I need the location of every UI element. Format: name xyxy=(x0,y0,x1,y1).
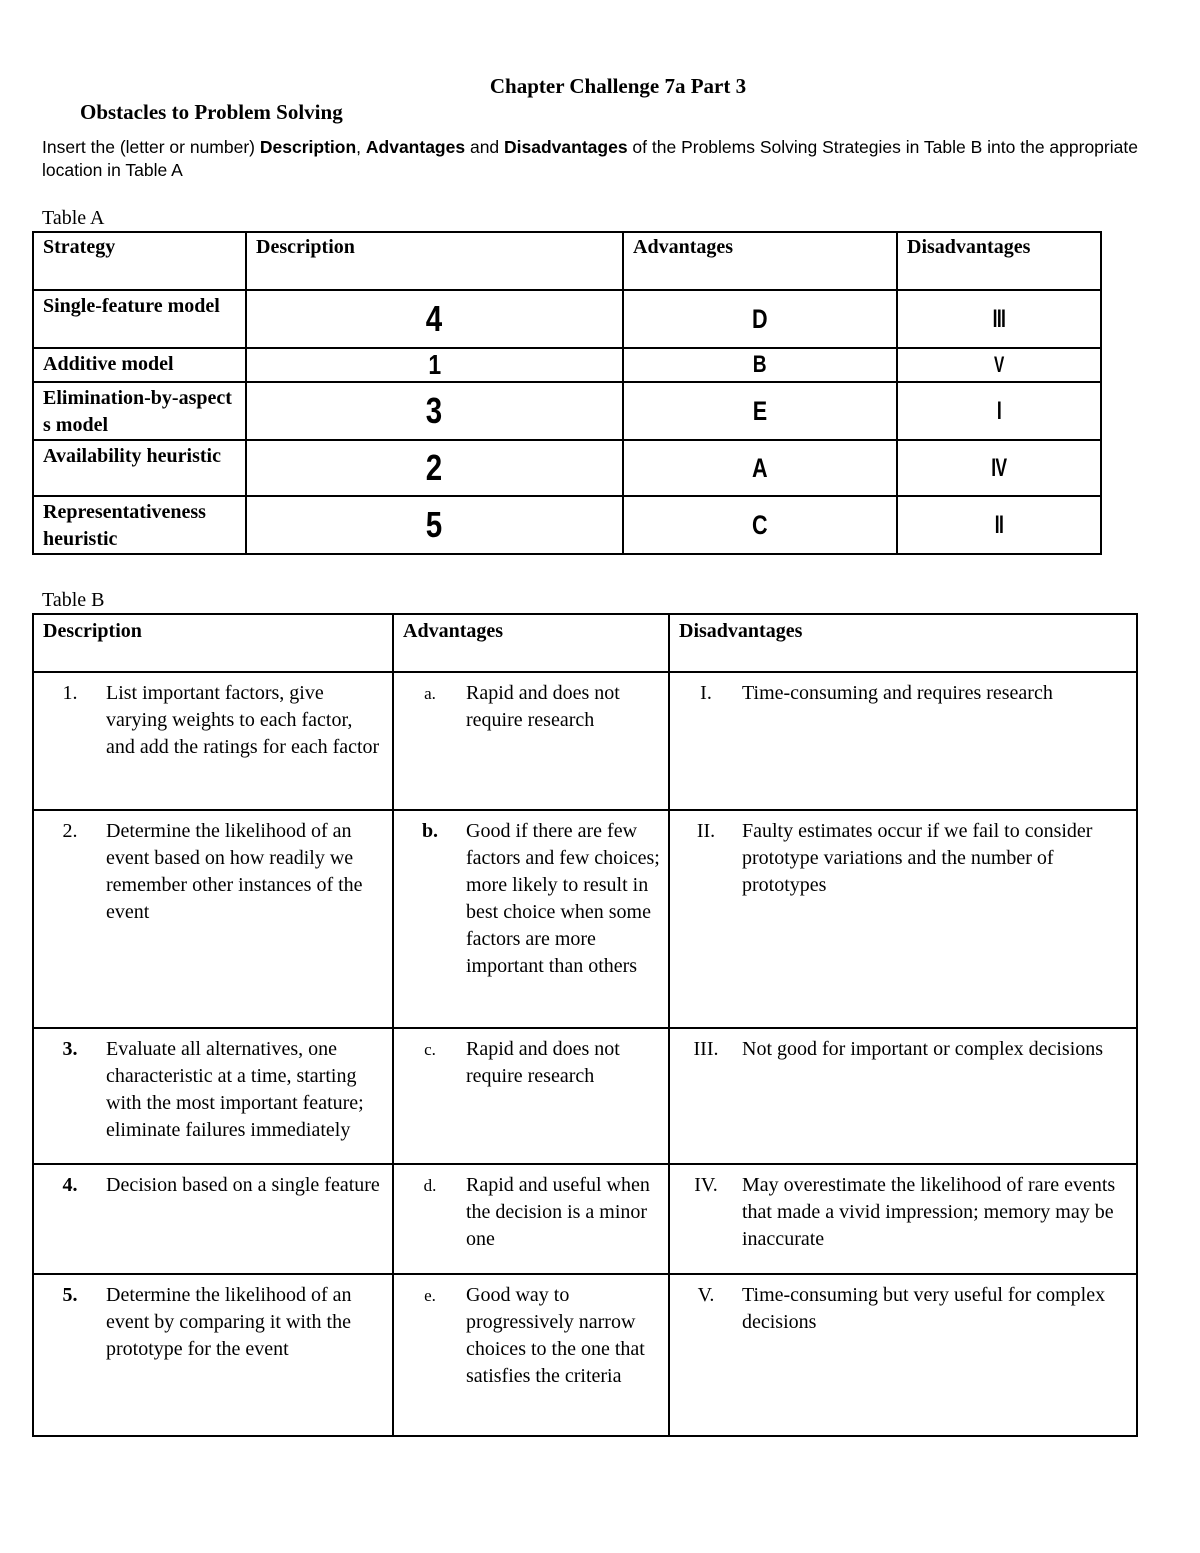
disadvantage-text: Time-consuming but very useful for complex decisions xyxy=(742,1284,1106,1333)
instructions-text: of the Problems Solving Strategies in Table B into the appropriate location in Table A xyxy=(42,137,1138,180)
table-b-caption: Table B xyxy=(42,589,105,611)
table-row xyxy=(33,440,1101,496)
advantage-text: Good if there are few factors and few choices; more likely to result in best choice when some factors are more important than others xyxy=(466,820,660,977)
handwritten-answer: A xyxy=(752,452,768,483)
description-cell xyxy=(33,1028,393,1164)
disadvantage-numeral: I. xyxy=(700,682,712,704)
disadvantage-numeral: II. xyxy=(696,820,716,842)
advantage-letter: a. xyxy=(424,684,436,703)
description-answer-cell xyxy=(246,348,623,382)
strategy-cell: Representativeness heuristic xyxy=(33,496,246,554)
instructions-keyword-disadvantages: Disadvantages xyxy=(504,137,628,157)
instructions-text: , xyxy=(356,137,366,157)
handwritten-answer: II xyxy=(994,510,1004,539)
table-row xyxy=(33,382,1101,440)
advantage-text: Rapid and does not require research xyxy=(466,1038,620,1087)
description-answer-cell xyxy=(246,440,623,496)
description-number: 5. xyxy=(62,1284,78,1306)
advantages-answer-cell xyxy=(623,348,897,382)
description-answer-cell xyxy=(246,382,623,440)
advantages-cell xyxy=(393,672,669,810)
disadvantages-cell xyxy=(669,1028,1137,1164)
table-b-header-disadvantages: Disadvantages xyxy=(669,614,1137,672)
advantage-text: Rapid and does not require research xyxy=(466,682,620,731)
advantages-answer-cell xyxy=(623,382,897,440)
advantage-letter: c. xyxy=(424,1040,436,1059)
handwritten-answer: III xyxy=(992,304,1006,333)
strategy-cell: Availability heuristic xyxy=(33,440,246,496)
disadvantage-numeral: IV. xyxy=(694,1174,718,1196)
disadvantage-numeral: III. xyxy=(693,1038,719,1060)
table-row xyxy=(33,1274,1137,1436)
table-a-header-row xyxy=(33,232,1101,290)
advantages-cell xyxy=(393,1164,669,1274)
advantage-letter: d. xyxy=(423,1176,437,1195)
page-title: Chapter Challenge 7a Part 3 xyxy=(489,74,747,98)
table-row xyxy=(33,1028,1137,1164)
disadvantages-answer-cell xyxy=(897,496,1101,554)
table-a-header-advantages: Advantages xyxy=(623,232,897,290)
description-answer-cell xyxy=(246,496,623,554)
table-row xyxy=(33,810,1137,1028)
advantages-answer-cell xyxy=(623,496,897,554)
handwritten-answer: 4 xyxy=(426,298,443,339)
description-text: List important factors, give varying weights to each factor, and add the ratings for each factor xyxy=(106,682,380,758)
table-a-header-disadvantages: Disadvantages xyxy=(897,232,1101,290)
description-text: Decision based on a single feature xyxy=(106,1174,380,1196)
handwritten-answer: 3 xyxy=(426,390,443,431)
disadvantage-text: May overestimate the likelihood of rare events that made a vivid impression; memory may be inaccurate xyxy=(742,1174,1116,1250)
disadvantage-text: Time-consuming and requires research xyxy=(742,682,1053,704)
advantages-answer-cell xyxy=(623,440,897,496)
disadvantage-numeral: V. xyxy=(697,1284,715,1306)
advantage-letter: e. xyxy=(424,1286,436,1305)
instructions-keyword-advantages: Advantages xyxy=(365,137,466,157)
advantage-text: Rapid and useful when the decision is a minor one xyxy=(466,1174,650,1250)
advantages-cell xyxy=(393,1274,669,1436)
advantages-answer-cell xyxy=(623,290,897,348)
disadvantages-cell xyxy=(669,1164,1137,1274)
page-subtitle: Obstacles to Problem Solving xyxy=(80,100,343,124)
disadvantages-answer-cell xyxy=(897,440,1101,496)
handwritten-answer: C xyxy=(752,509,768,540)
handwritten-answer: V xyxy=(994,352,1004,377)
description-answer-cell xyxy=(246,290,623,348)
table-row xyxy=(33,290,1101,348)
advantage-letter: b. xyxy=(421,820,439,842)
handwritten-answer: D xyxy=(752,303,768,334)
table-a-header-description: Description xyxy=(246,232,623,290)
handwritten-answer: B xyxy=(753,351,767,378)
strategy-cell: Single-feature model xyxy=(33,290,246,348)
table-b-header-advantages: Advantages xyxy=(393,614,669,672)
description-cell xyxy=(33,672,393,810)
handwritten-answer: 2 xyxy=(426,447,443,488)
description-number: 4. xyxy=(62,1174,78,1196)
handwritten-answer: 1 xyxy=(428,349,441,380)
instructions-text: and xyxy=(465,137,505,157)
description-cell xyxy=(33,1274,393,1436)
disadvantages-cell xyxy=(669,672,1137,810)
description-text: Determine the likelihood of an event by comparing it with the prototype for the event xyxy=(106,1284,352,1360)
disadvantages-answer-cell xyxy=(897,382,1101,440)
advantages-cell xyxy=(393,1028,669,1164)
table-row xyxy=(33,348,1101,382)
disadvantages-cell xyxy=(669,1274,1137,1436)
advantages-cell xyxy=(393,810,669,1028)
instructions-text: Insert the (letter or number) xyxy=(42,137,260,157)
table-row xyxy=(33,672,1137,810)
table-b xyxy=(32,613,1138,1437)
description-number: 2. xyxy=(62,820,78,842)
strategy-cell: Elimination-by-aspects model xyxy=(33,382,246,440)
disadvantages-answer-cell xyxy=(897,348,1101,382)
disadvantage-text: Not good for important or complex decisions xyxy=(742,1038,1104,1060)
disadvantages-answer-cell xyxy=(897,290,1101,348)
description-cell xyxy=(33,810,393,1028)
handwritten-answer: IV xyxy=(991,453,1007,482)
instructions xyxy=(42,136,1152,182)
table-row xyxy=(33,1164,1137,1274)
description-cell xyxy=(33,1164,393,1274)
strategy-cell: Additive model xyxy=(33,348,246,382)
disadvantage-text: Faulty estimates occur if we fail to consider prototype variations and the number of prototypes xyxy=(742,820,1093,896)
table-a-caption: Table A xyxy=(42,207,105,229)
description-text: Evaluate all alternatives, one characteristic at a time, starting with the most important feature; eliminate failures immediately xyxy=(106,1038,364,1141)
description-text: Determine the likelihood of an event based on how readily we remember other instances of the event xyxy=(106,820,363,923)
advantage-text: Good way to progressively narrow choices to the one that satisfies the criteria xyxy=(466,1284,645,1387)
table-a-header-strategy: Strategy xyxy=(33,232,246,290)
description-number: 1. xyxy=(62,682,78,704)
handwritten-answer: I xyxy=(996,396,1002,425)
instructions-keyword-description: Description xyxy=(259,137,357,157)
table-row xyxy=(33,496,1101,554)
handwritten-answer: E xyxy=(752,395,768,426)
table-b-header-description: Description xyxy=(33,614,393,672)
table-b-header-row xyxy=(33,614,1137,672)
disadvantages-cell xyxy=(669,810,1137,1028)
table-a xyxy=(32,231,1102,555)
description-number: 3. xyxy=(62,1038,78,1060)
handwritten-answer: 5 xyxy=(426,504,443,545)
